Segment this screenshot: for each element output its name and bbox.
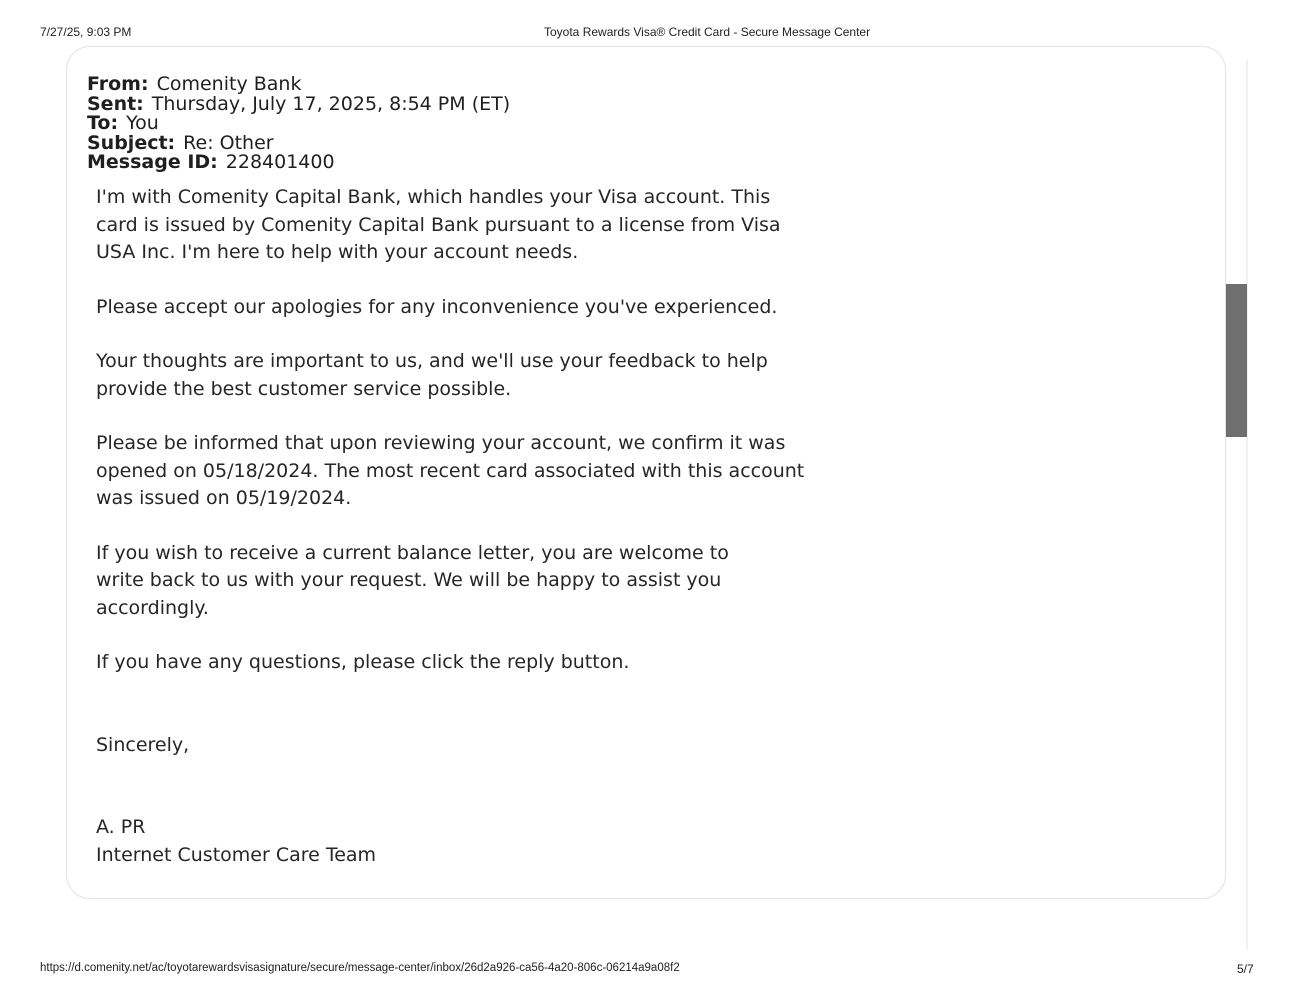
meta-to-row xyxy=(87,114,510,134)
print-page-number: 5/7 xyxy=(1237,962,1254,976)
signature-name: A. PR xyxy=(96,816,146,838)
body-paragraph-apology: Please accept our apologies for any inconvenience you've experienced. xyxy=(96,295,778,318)
closing: Sincerely, xyxy=(96,733,190,756)
meta-message-id-row xyxy=(87,153,510,173)
body-paragraph-balance-letter: If you wish to receive a current balance letter, you are welcome to write back to us with your request. We will be happy to assist you accordingly. xyxy=(96,541,729,619)
print-page-title: Toyota Rewards Visa® Credit Card - Secure Message Center xyxy=(544,25,871,39)
message-id-label: Message ID: xyxy=(87,151,218,173)
message-meta xyxy=(87,75,510,173)
body-paragraph-account-info: Please be informed that upon reviewing your account, we confirm it was opened on 05/18/2024. The most recent card associated with this account was issued on 05/19/2024. xyxy=(96,432,805,509)
to-label: To: xyxy=(87,112,119,134)
body-paragraph-feedback: Your thoughts are important to us, and we'll use your feedback to help provide the best customer service possible. xyxy=(96,350,768,400)
message-body xyxy=(96,184,856,869)
scrollbar-track[interactable] xyxy=(1246,60,1248,950)
body-paragraph-questions: If you have any questions, please click the reply button. xyxy=(96,651,630,673)
subject-label: Subject: xyxy=(87,131,176,154)
signature-team: Internet Customer Care Team xyxy=(96,843,377,866)
print-datetime: 7/27/25, 9:03 PM xyxy=(40,25,132,39)
print-url: https://d.comenity.net/ac/toyotarewardsvisasignature/secure/message-center/inbox/26d2a926-ca56-4a20-806c-06214a9a08f2 xyxy=(40,962,680,974)
from-value: Comenity Bank xyxy=(156,73,302,95)
from-label: From: xyxy=(87,73,149,95)
to-value: You xyxy=(126,112,159,134)
message-id-value: 228401400 xyxy=(225,151,335,173)
subject-value: Re: Other xyxy=(183,131,274,154)
sent-label: Sent: xyxy=(87,92,144,115)
sent-value: Thursday, July 17, 2025, 8:54 PM (ET) xyxy=(151,92,511,115)
body-paragraph-intro: I'm with Comenity Capital Bank, which handles your Visa account. This card is issued by Comenity Capital Bank pursuant to a license from Visa USA Inc. I'm here to help with your account needs. xyxy=(96,186,781,263)
